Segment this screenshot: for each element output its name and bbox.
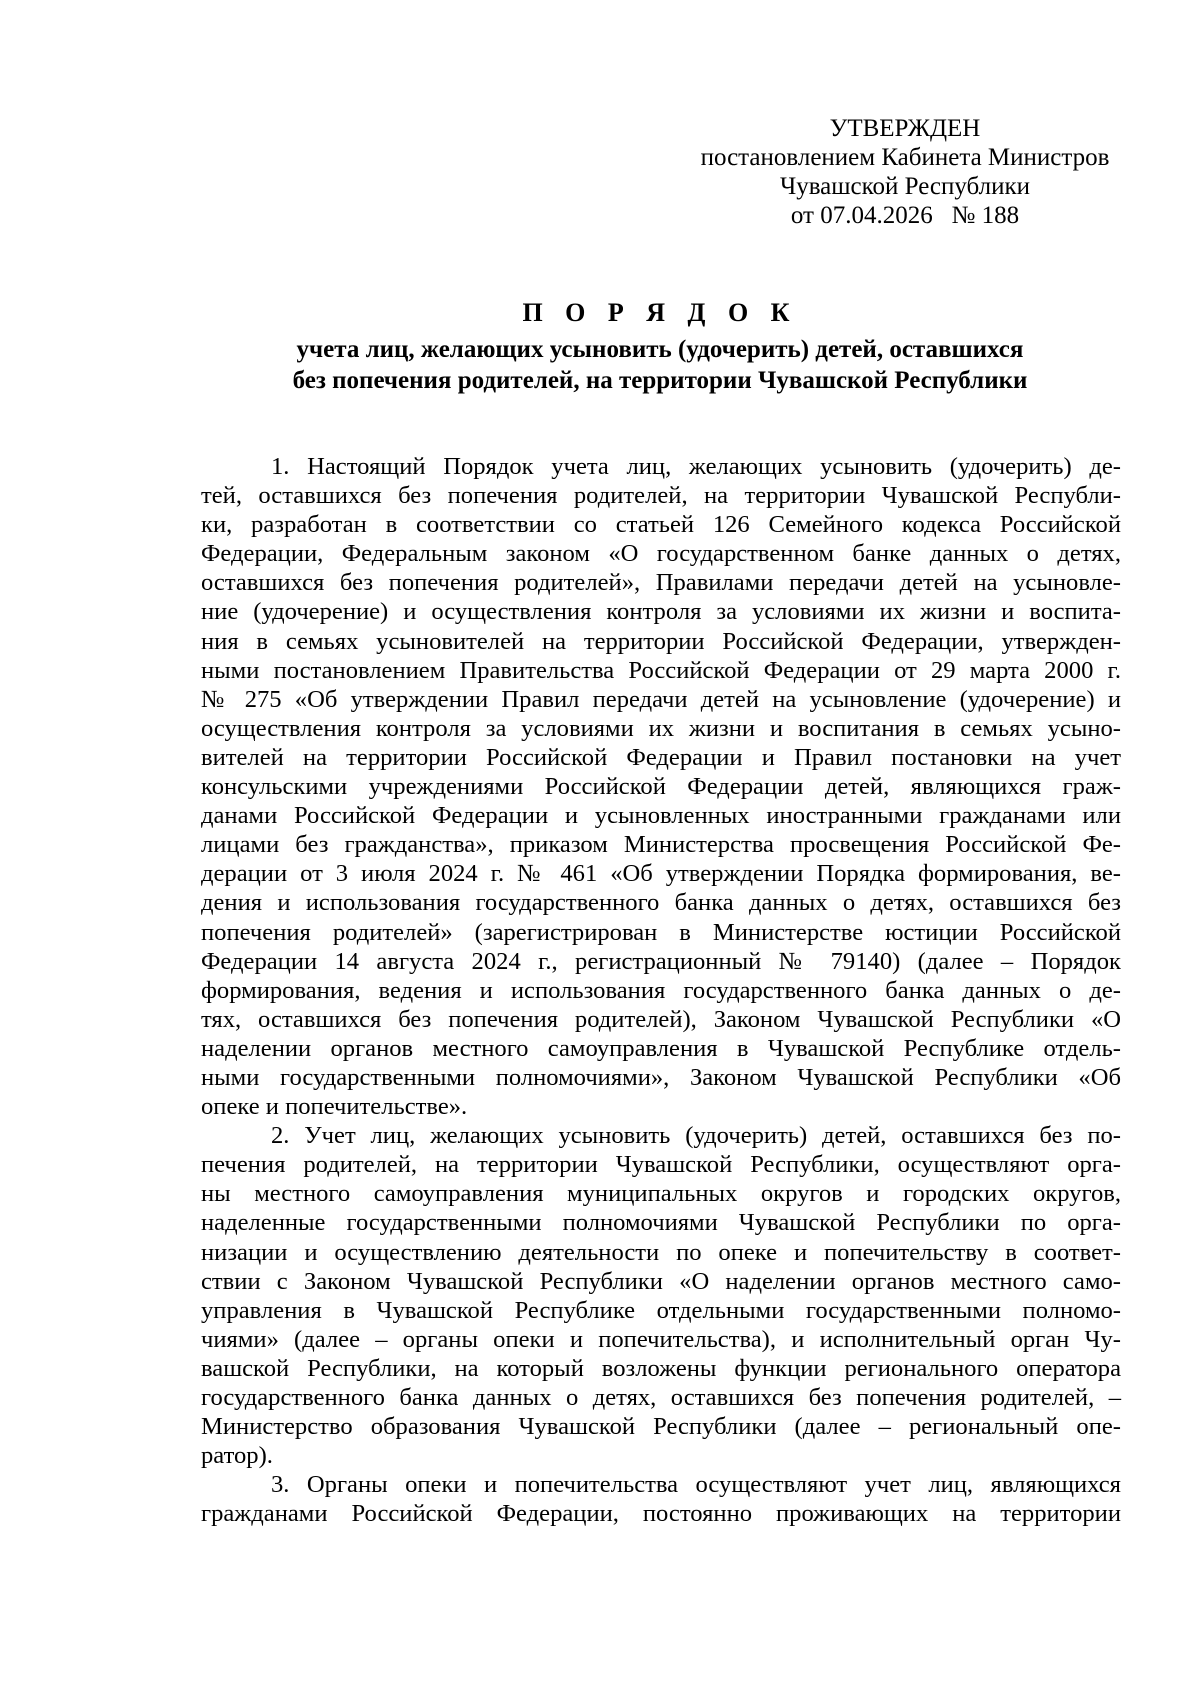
text-line: № 275 «Об утверждении Правил передачи детей на усыновление (удочерение) и xyxy=(201,685,1121,713)
paragraph-1 xyxy=(201,452,1121,1121)
paragraph-2 xyxy=(201,1121,1121,1470)
text-line: ния в семьях усыновителей на территории Российской Федерации, утвержден- xyxy=(201,627,1121,655)
document-title xyxy=(200,298,1120,396)
text-line: гражданами Российской Федерации, постоянно проживающих на территории xyxy=(201,1500,1121,1528)
text-line: ствии с Законом Чувашской Республики «О наделении органов местного само- xyxy=(201,1267,1121,1295)
text-line: наделенные государственными полномочиями Чувашской Республики по орга- xyxy=(201,1209,1121,1237)
text-line: 3. Органы опеки и попечительства осуществляют учет лиц, являющихся xyxy=(271,1471,1121,1499)
text-line: тей, оставшихся без попечения родителей, на территории Чувашской Республи- xyxy=(201,482,1121,510)
text-line: вашской Республики, на который возложены функции регионального оператора xyxy=(201,1354,1121,1382)
approval-title: УТВЕРЖДЕН xyxy=(829,115,981,142)
text-line: данами Российской Федерации и усыновленных иностранными гражданами или xyxy=(201,802,1121,830)
text-line: ными государственными полномочиями», Законом Чувашской Республики «Об xyxy=(201,1063,1121,1091)
text-line: Федерации, Федеральным законом «О государственном банке данных о детях, xyxy=(201,540,1121,568)
text-line: формирования, ведения и использования государственного банка данных о де- xyxy=(201,976,1121,1004)
approval-date-number: от 07.04.2026 № 188 xyxy=(790,202,1020,229)
approval-stamp xyxy=(685,114,1125,230)
text-line: опеке и попечительстве». xyxy=(201,1093,468,1121)
text-line: ны местного самоуправления муниципальных округов и городских округов, xyxy=(201,1180,1121,1208)
text-line: тях, оставшихся без попечения родителей), Законом Чувашской Республики «О xyxy=(201,1005,1121,1033)
text-line: ние (удочерение) и осуществления контроля за условиями их жизни и воспита- xyxy=(201,598,1121,626)
text-line: 1. Настоящий Порядок учета лиц, желающих усыновить (удочерить) де- xyxy=(271,453,1121,480)
text-line: чиями» (далее – органы опеки и попечительства), и исполнительный орган Чу- xyxy=(201,1325,1121,1353)
text-line: ными постановлением Правительства Российской Федерации от 29 марта 2000 г. xyxy=(201,656,1121,684)
text-line: консульскими учреждениями Российской Федерации детей, являющихся граж- xyxy=(201,773,1121,801)
document-subtitle-line-2: без попечения родителей, на территории Чувашской Республики xyxy=(292,367,1028,394)
text-line: оставшихся без попечения родителей», Правилами передачи детей на усыновле- xyxy=(201,569,1121,597)
text-line: ки, разработан в соответствии со статьей 126 Семейного кодекса Российской xyxy=(201,511,1121,539)
text-line: дерации от 3 июля 2024 г. № 461 «Об утверждении Порядка формирования, ве- xyxy=(201,860,1121,888)
text-line: дения и использования государственного банка данных о детях, оставшихся без xyxy=(201,889,1121,917)
text-line: печения родителей, на территории Чувашской Республики, осуществляют орга- xyxy=(201,1151,1121,1179)
document-heading: П О Р Я Д О К xyxy=(522,298,798,327)
text-line: Федерации 14 августа 2024 г., регистрационный № 79140) (далее – Порядок xyxy=(201,947,1121,975)
approval-region: Чувашской Республики xyxy=(779,173,1031,200)
document-subtitle-line-1: учета лиц, желающих усыновить (удочерить) детей, оставшихся xyxy=(296,336,1024,363)
text-line: Министерство образования Чувашской Республики (далее – региональный опе- xyxy=(201,1413,1121,1441)
document-body xyxy=(201,452,1121,1528)
text-line: вителей на территории Российской Федерации и Правил постановки на учет xyxy=(201,743,1121,771)
text-line: ратор). xyxy=(201,1442,273,1470)
text-line: лицами без гражданства», приказом Министерства просвещения Российской Фе- xyxy=(201,831,1121,859)
approval-authority: постановлением Кабинета Министров xyxy=(700,144,1110,171)
paragraph-3 xyxy=(201,1470,1121,1528)
text-line: низации и осуществлению деятельности по опеке и попечительству в соответ- xyxy=(201,1238,1121,1266)
text-line: попечения родителей» (зарегистрирован в Министерстве юстиции Российской xyxy=(201,918,1121,946)
text-line: управления в Чувашской Республике отдельными государственными полномо- xyxy=(201,1296,1121,1324)
text-line: наделении органов местного самоуправления в Чувашской Республике отдель- xyxy=(201,1034,1121,1062)
text-line: 2. Учет лиц, желающих усыновить (удочерить) детей, оставшихся без по- xyxy=(271,1122,1121,1150)
text-line: осуществления контроля за условиями их жизни и воспитания в семьях усыно- xyxy=(201,714,1121,742)
text-line: государственного банка данных о детях, оставшихся без попечения родителей, – xyxy=(201,1384,1121,1411)
